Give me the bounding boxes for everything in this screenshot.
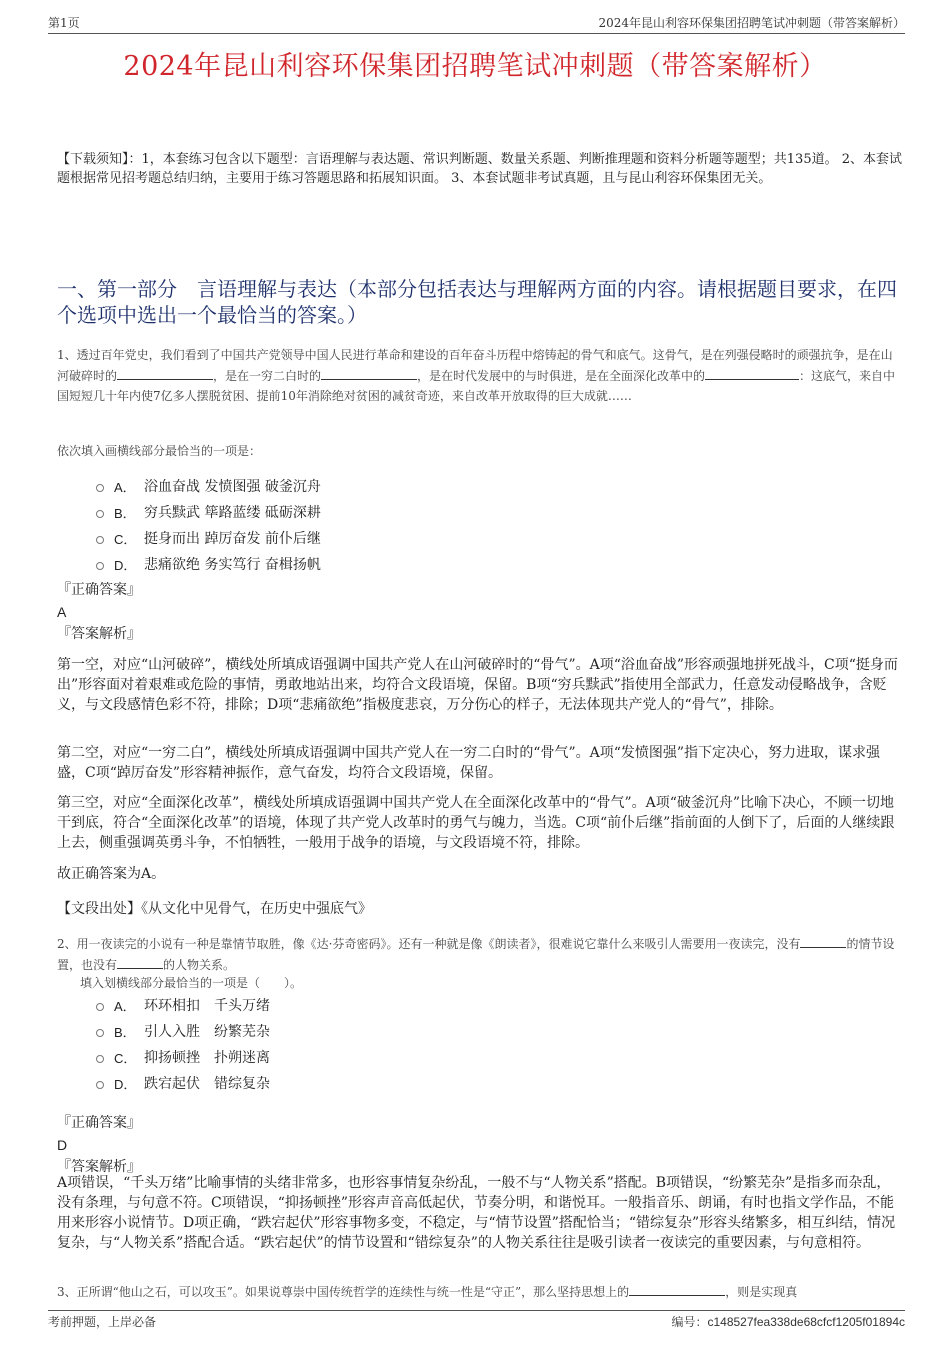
footer-slogan: 考前押题，上岸必备 [48, 1315, 157, 1329]
analysis-paragraph: A项错误，“千头万绪”比喻事情的头绪非常多，也形容事情复杂纷乱，一般不与“人物关系”搭配。B项错误，“纷繁芜杂”是指多而杂乱，没有条理，与句意不符。C项错误，“抑扬顿挫”形容声音高低起伏，节奏分明，和谐悦耳。一般指音乐、朗诵，有时也指文学作品，不能用来形容小说情节。D项正确，“跌宕起伏”形容事物多变，不稳定，与“情节设置”搭配恰当；“错综复杂”形容头绪繁多，相互纠结，情况复杂，与“人物关系”搭配合适。“跌宕起伏”的情节设置和“错综复杂”的人物关系往往是吸引读者一夜读完的重要因素，与句意相符。 [57, 1175, 896, 1251]
option-a[interactable]: A． 环环相扣 千头万绪 [96, 992, 270, 1018]
radio-icon[interactable] [96, 1003, 104, 1011]
question-2-answer [57, 1113, 903, 1177]
fill-blank [800, 933, 846, 948]
option-d[interactable]: D． 跌宕起伏 错综复杂 [96, 1070, 270, 1096]
page-number: 第1页 [48, 16, 80, 30]
fill-blank [321, 365, 417, 380]
radio-icon[interactable] [96, 484, 104, 492]
question-3-stem: 3、正所谓“他山之石，可以攻玉”。如果说尊崇中国传统哲学的连续性与统一性是“守正”，那么坚持思想上的 ，则是实现真 [57, 1281, 903, 1302]
analysis-label: 『答案解析』 [57, 1159, 141, 1175]
download-notice: 【下载须知】：1，本套练习包含以下题型：言语理解与表达题、常识判断题、数量关系题、判断推理题和资料分析题等题型；共135道。 2、本套试题根据常见招考题总结归纳，主要用于练习答题思路和拓展知识面。 3、本套试题非考试真题，且与昆山利容环保集团无关。 [57, 152, 902, 186]
option-b[interactable]: B． 引人入胜 纷繁芜杂 [96, 1018, 270, 1044]
fill-blank [705, 365, 799, 380]
analysis-paragraph: 第三空，对应“全面深化改革”，横线处所填成语强调中国共产党人在全面深化改革中的“骨气”。A项“破釜沉舟”比喻下决心，不顾一切地干到底，符合“全面深化改革”的语境，体现了共产党人改革时的勇气与魄力，当选。C项“前仆后继”指前面的人倒下了，后面的人继续跟上去，侧重强调英勇斗争，不怕牺牲，一般用于战争的语境，与文段语境不符，排除。 [57, 795, 895, 851]
page-title: 2024年昆山利容环保集团招聘笔试冲刺题（带答案解析） [123, 51, 827, 82]
question-1-options [96, 473, 321, 577]
option-c[interactable]: C． 抑扬顿挫 扑朔迷离 [96, 1044, 270, 1070]
answer-value: D [57, 1137, 68, 1153]
analysis-paragraph: 第二空，对应“一穷二白”，横线处所填成语强调中国共产党人在一穷二白时的“骨气”。A项“发愤图强”指下定决心，努力进取，谋求强盛，C项“踔厉奋发”形容精神振作，意气奋发，均符合文段语境，保留。 [57, 745, 881, 781]
answer-label: 『正确答案』 [57, 582, 141, 598]
page-header [48, 14, 905, 34]
question-2-prompt: 填入划横线部分最恰当的一项是（ ）。 [80, 976, 303, 990]
question-1-prompt: 依次填入画横线部分最恰当的一项是： [57, 444, 262, 458]
radio-icon[interactable] [96, 510, 104, 518]
answer-value: A [57, 604, 67, 620]
radio-icon[interactable] [96, 1055, 104, 1063]
analysis-label: 『答案解析』 [57, 626, 141, 642]
radio-icon[interactable] [96, 1029, 104, 1037]
question-1-answer [57, 580, 903, 644]
fill-blank [117, 365, 213, 380]
radio-icon[interactable] [96, 562, 104, 570]
fill-blank [117, 954, 163, 969]
footer-divider [48, 1310, 905, 1311]
section-heading: 一、第一部分 言语理解与表达（本部分包括表达与理解两方面的内容。请根据题目要求，在四个选项中选出一个最恰当的答案。） [57, 277, 897, 327]
source-citation: 【文段出处】《从文化中见骨气，在历史中强底气》 [57, 901, 372, 917]
question-2-stem: 2、用一夜读完的小说有一种是靠情节取胜，像《达·芬奇密码》。还有一种就是像《朗读者》，很难说它靠什么来吸引人需要用一夜读完，没有 的情节设置，也没有 的人物关系。 [57, 933, 903, 975]
radio-icon[interactable] [96, 536, 104, 544]
question-2-options [96, 992, 270, 1096]
analysis-paragraph: 第一空，对应“山河破碎”，横线处所填成语强调中国共产党人在山河破碎时的“骨气”。A项“浴血奋战”形容顽强地拼死战斗，C项“挺身而出”形容面对着艰难或危险的事情，勇敢地站出来，均符合文段语境，保留。B项“穷兵黩武”指使用全部武力，任意发动侵略战争，含贬义，与文段感情色彩不符，排除；D项“悲痛欲绝”指极度悲哀，万分伤心的样子，无法体现共产党人的“骨气”，排除。 [57, 657, 898, 713]
analysis-conclusion: 故正确答案为A。 [57, 866, 166, 882]
question-1-stem: 1、透过百年党史，我们看到了中国共产党领导中国人民进行革命和建设的百年奋斗历程中熔铸起的骨气和底气。这骨气，是在列强侵略时的顽强抗争，是在山河破碎时的 ，是在一穷二白时的 ，是在时代发展中的与时俱进，是在全面深化改革中的 ：这底气，来自中国短短几十年内使7亿多人摆脱贫困、提前10年消除绝对贫困的减贫奇迹，来自改革开放取得的巨大成就…… [57, 348, 896, 403]
fill-blank [629, 1281, 725, 1296]
option-a[interactable]: A． 浴血奋战 发愤图强 破釜沉舟 [96, 473, 321, 499]
option-c[interactable]: C． 挺身而出 踔厉奋发 前仆后继 [96, 525, 321, 551]
answer-label: 『正确答案』 [57, 1115, 141, 1131]
radio-icon[interactable] [96, 1081, 104, 1089]
header-divider [48, 33, 905, 34]
option-b[interactable]: B． 穷兵黩武 筚路蓝缕 砥砺深耕 [96, 499, 321, 525]
document-id: 编号：c148527fea338de68cfcf1205f01894c [671, 1315, 905, 1329]
option-d[interactable]: D． 悲痛欲绝 务实笃行 奋楫扬帆 [96, 551, 321, 577]
header-doc-title: 2024年昆山利容环保集团招聘笔试冲刺题（带答案解析） [598, 16, 905, 30]
